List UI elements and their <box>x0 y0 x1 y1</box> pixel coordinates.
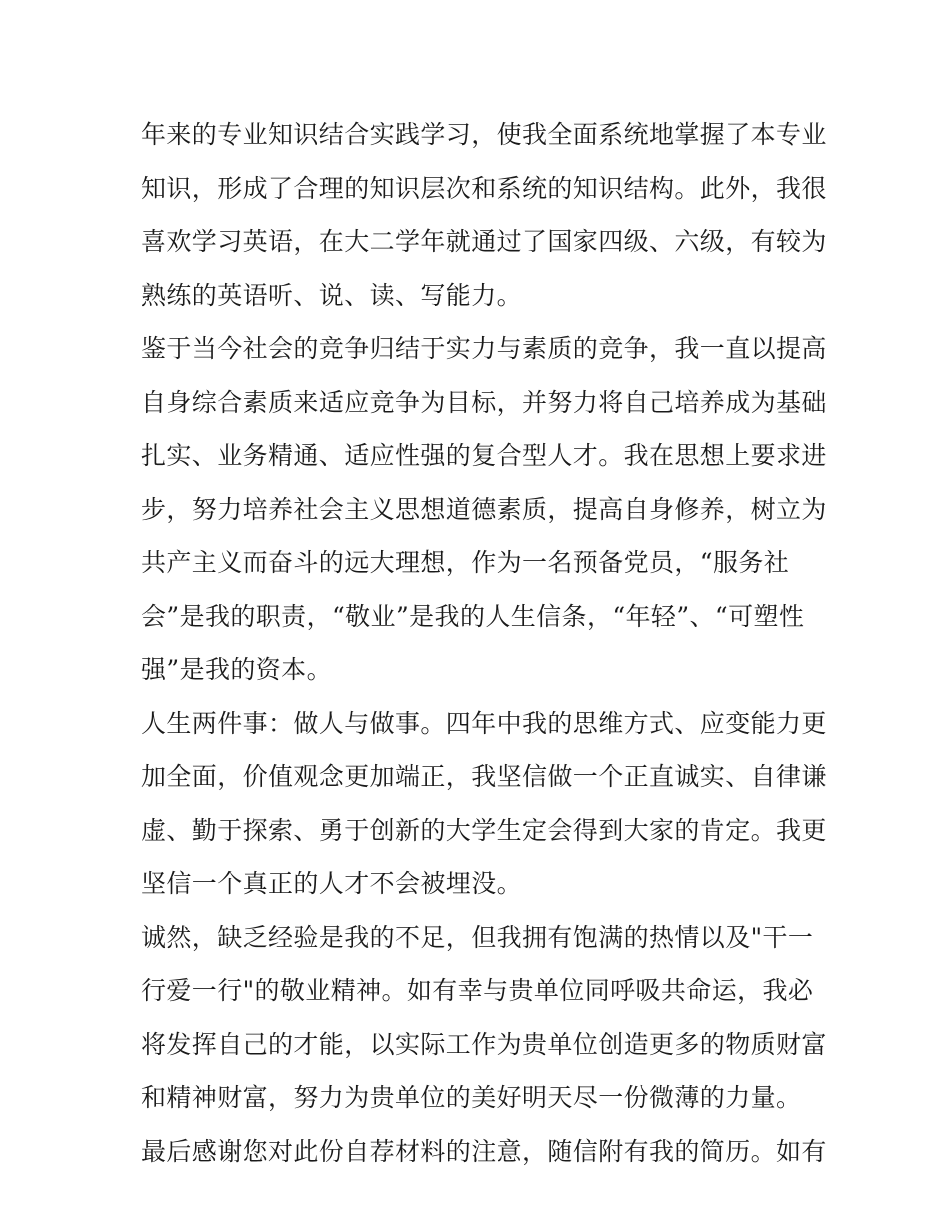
text-line: 自身综合素质来适应竞争为目标，并努力将自己培养成为基础 <box>141 387 827 417</box>
text-line: 知识，形成了合理的知识层次和系统的知识结构。此外，我很 <box>141 173 827 203</box>
text-line: 共产主义而奋斗的远大理想，作为一名预备党员，“服务社 <box>141 548 790 577</box>
paragraph-character <box>141 697 827 911</box>
letter-body <box>141 108 827 1178</box>
paragraph-quality <box>141 322 827 697</box>
text-line: 年来的专业知识结合实践学习，使我全面系统地掌握了本专业 <box>141 120 827 149</box>
text-line: 将发挥自己的才能，以实际工作为贵单位创造更多的物质财富 <box>141 1029 827 1059</box>
text-line: 步，努力培养社会主义思想道德素质，提高自身修养，树立为 <box>141 494 827 524</box>
text-line: 加全面，价值观念更加端正，我坚信做一个正直诚实、自律谦 <box>141 762 827 791</box>
paragraph-skills <box>141 108 827 322</box>
text-line: 坚信一个真正的人才不会被埋没。 <box>141 869 523 898</box>
text-line: 人生两件事：做人与做事。四年中我的思维方式、应变能力更 <box>141 708 827 738</box>
text-line: 喜欢学习英语，在大二学年就通过了国家四级、六级，有较为 <box>141 227 827 256</box>
text-line: 熟练的英语听、说、读、写能力。 <box>141 280 523 310</box>
text-line: 鉴于当今社会的竞争归结于实力与素质的竞争，我一直以提高 <box>141 334 827 363</box>
text-line: 诚然，缺乏经验是我的不足，但我拥有饱满的热情以及"干一 <box>141 922 814 952</box>
text-line: 行爱一行"的敬业精神。如有幸与贵单位同呼吸共命运，我必 <box>141 976 814 1005</box>
text-line: 最后感谢您对此份自荐材料的注意，随信附有我的简历。如有 <box>141 1136 827 1166</box>
paragraph-closing <box>141 1125 827 1179</box>
paragraph-commitment <box>141 911 827 1125</box>
text-line: 扎实、业务精通、适应性强的复合型人才。我在思想上要求进 <box>141 441 827 470</box>
text-line: 会”是我的职责，“敬业”是我的人生信条，“年轻”、“可塑性 <box>141 601 805 631</box>
text-line: 和精神财富，努力为贵单位的美好明天尽一份微薄的力量。 <box>141 1083 802 1112</box>
text-line: 强”是我的资本。 <box>141 655 332 684</box>
text-line: 虚、勤于探索、勇于创新的大学生定会得到大家的肯定。我更 <box>141 815 827 845</box>
